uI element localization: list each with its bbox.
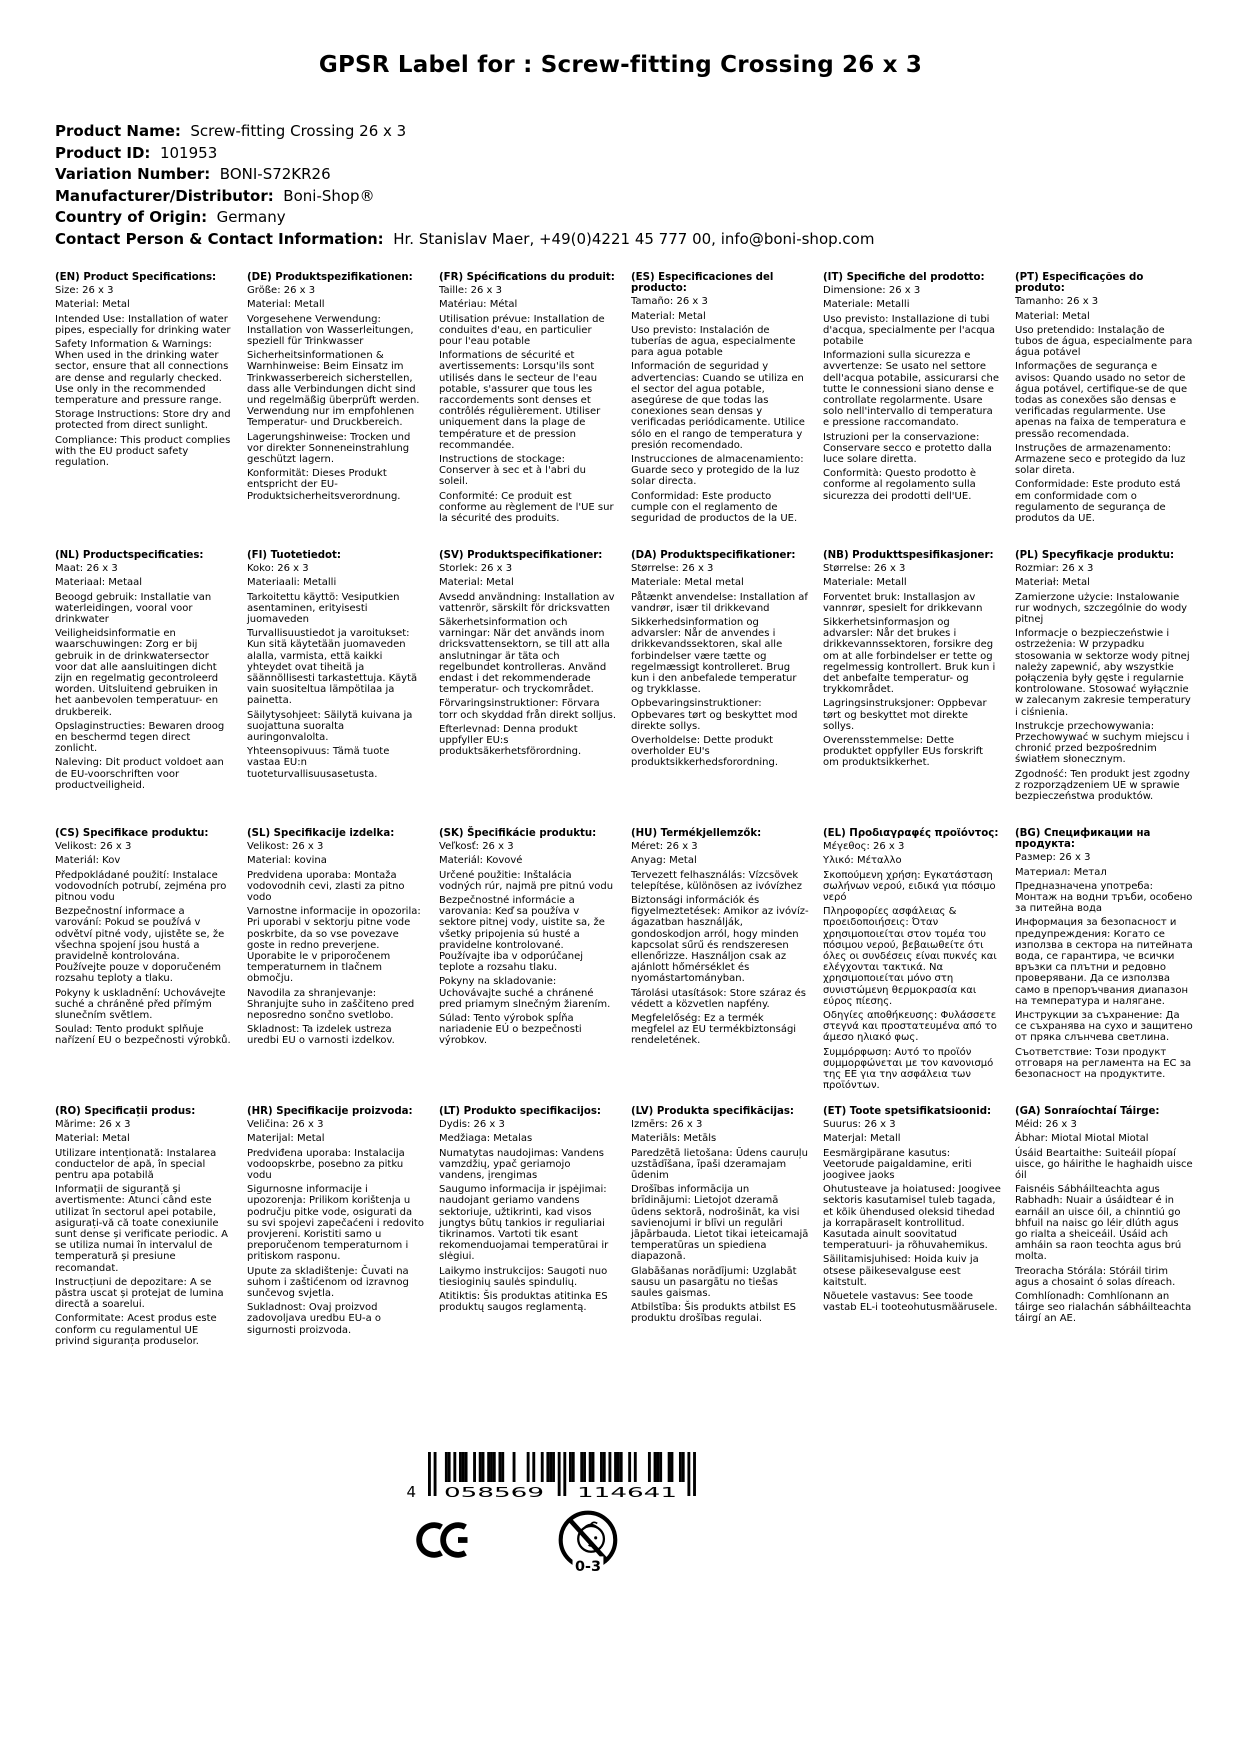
spec-block-title: (ET) Toote spetsifikatsioonid: xyxy=(823,1106,992,1117)
spec-paragraph: Material: Metal xyxy=(631,310,706,322)
spec-paragraph: Informazioni sulla sicurezza e avvertenze: Se usato nel settore dell'acqua potabile, assicurarsi che tutte le connessioni siano dense e controllate regolarmente. Usare solo nell'intervallo di temperatura e pressione raccomandato. xyxy=(823,350,1000,429)
spec-paragraph: Instrucciones de almacenamiento: Guarde seco y protegido de la luz solar directa. xyxy=(631,454,804,488)
barcode-bar xyxy=(558,1452,561,1496)
barcode-digits-right: 114641 xyxy=(577,1485,677,1501)
spec-block-title: (FR) Spécifications du produit: xyxy=(439,272,615,283)
spec-paragraph: Zgodność: Ten produkt jest zgodny z rozporządzeniem UE w sprawie bezpieczeństwa produktów. xyxy=(1015,768,1190,803)
spec-paragraph: Skladnost: Ta izdelek ustreza uredbi EU o varnosti izdelkov. xyxy=(247,1024,395,1047)
spec-paragraph: Sikkerhetsinformasjon og advarsler: Når det brukes i drikkevannssektoren, forsikre deg om at alle forbindelser er tette og regelmessig kontrollert. Bruk kun i det anbefalte temperatur- og trykkområdet. xyxy=(823,617,996,696)
spec-paragraph: Größe: 26 x 3 xyxy=(247,285,316,297)
barcode-bar xyxy=(668,1452,671,1482)
barcode-bar xyxy=(614,1452,617,1482)
spec-paragraph: Predviđena uporaba: Instalacija vodoopskrbe, posebno za pitku vodu xyxy=(247,1147,405,1182)
barcode-bar xyxy=(513,1452,516,1482)
barcode-bar xyxy=(592,1452,595,1482)
spec-paragraph: Soulad: Tento produkt splňuje nařízení EU o bezpečnosti výrobků. xyxy=(55,1024,231,1047)
spec-paragraph: Istruzioni per la conservazione: Conservare secco e protetto dalla luce solare diretta. xyxy=(823,431,992,466)
spec-block-title: (FI) Tuotetiedot: xyxy=(247,550,341,561)
spec-block-title: (IT) Specifiche del prodotto: xyxy=(823,272,985,283)
product-info-section xyxy=(55,121,874,250)
spec-paragraph: Forventet bruk: Installasjon av vannrør, spesielt for drikkevann xyxy=(823,591,983,614)
spec-paragraph: Paredzētā lietošana: Ūdens cauruļu uzstādīšana, īpaši dzeramajam ūdenim xyxy=(631,1147,808,1182)
spec-paragraph: Informations de sécurité et avertissements: Lorsqu'ils sont utilisés dans le secteur de l'eau potable, s'assurer que tous les raccordements sont denses et contrôlés régulièrement. Utiliser uniquement dans la plage de température et de pression recommandée. xyxy=(439,350,601,451)
barcode-bar xyxy=(603,1452,606,1482)
spec-paragraph: Pokyny k uskladnění: Uchovávejte suché a chráněné před přímým slunečním světlem. xyxy=(55,987,226,1022)
spec-block-title: (SV) Produktspecifikationer: xyxy=(439,550,603,561)
product-field xyxy=(55,186,874,208)
spec-paragraph: Saugumo informacija ir įspėjimai: naudojant geriamo vandens sektoriuje, užtikrinti, kad visos jungtys būtų tankios ir reguliariai tikrinamos. Vartoti tik esant rekomenduojamai temperatūrai ir slėgiui. xyxy=(439,1184,609,1263)
barcode-bar xyxy=(546,1452,549,1482)
spec-paragraph: Upute za skladištenje: Čuvati na suhom i zaštićenom od izravnog sunčevog svjetla. xyxy=(247,1265,409,1300)
age-warning-label: 0-3 xyxy=(574,1558,601,1575)
spec-paragraph: Instruções de armazenamento: Armazene seco e protegido da luz solar direta. xyxy=(1015,442,1186,477)
barcode-bar xyxy=(569,1452,572,1482)
spec-paragraph: Συμμόρφωση: Αυτό το προϊόν συμμορφώνεται με τον κανονισμό της ΕΕ για την ασφάλεια των προϊόντων. xyxy=(823,1046,994,1092)
spec-paragraph: Conformità: Questo prodotto è conforme al regolamento sulla sicurezza dei prodotti dell'UE. xyxy=(823,468,977,502)
spec-block-title: (LV) Produkta specifikācijas: xyxy=(631,1106,794,1117)
spec-paragraph: Vorgesehene Verwendung: Installation von Wasserleitungen, speziell für Trinkwasser xyxy=(247,313,414,348)
spec-paragraph: Numatytas naudojimas: Vandens vamzdžių, ypač geriamojo vandens, įrengimas xyxy=(439,1147,604,1182)
spec-block-sv xyxy=(439,550,619,828)
spec-block-ro xyxy=(55,1106,235,1384)
barcode-bar xyxy=(479,1452,482,1482)
spec-paragraph: Materjal: Metall xyxy=(823,1133,901,1145)
spec-paragraph: Faisnéis Sábháilteachta agus Rabhadh: Nuair a úsáidtear é in earnáil an uisce óil, a chinntiú go bhfuil na naisc go léir dlúth agus go rialta a sheiceáil. Úsáid ach amháin sa raon teochta agus brú molta. xyxy=(1015,1184,1182,1263)
spec-paragraph: Материал: Метал xyxy=(1015,866,1107,878)
spec-block-title: (PL) Specyfikacje produktu: xyxy=(1015,550,1175,561)
barcode-bar xyxy=(448,1452,451,1482)
spec-paragraph: Určené použitie: Inštalácia vodných rúr, najmä pre pitnú vodu xyxy=(439,869,614,892)
spec-paragraph: Compliance: This product complies with the EU product safety regulation. xyxy=(55,434,231,469)
product-field-label: Manufacturer/Distributor: xyxy=(55,186,274,205)
spec-paragraph: Dimensione: 26 x 3 xyxy=(823,285,921,297)
spec-paragraph: Utilisation prévue: Installation de conduites d'eau, en particulier pour l'eau potable xyxy=(439,313,605,348)
spec-block-title: (PT) Especificações do produto: xyxy=(1015,272,1144,295)
spec-paragraph: Informacje o bezpieczeństwie i ostrzeżenia: W przypadku stosowania w sektorze wody pitnej należy zapewnić, aby wszystkie połączenia były gęste i regularnie kontrolowane. Stosować wyłącznie w zalecanym zakresie temperatury i ciśnienia. xyxy=(1015,628,1191,718)
ean-13-barcode-icon xyxy=(388,1452,706,1502)
spec-block-title: (NL) Productspecificaties: xyxy=(55,550,204,561)
spec-paragraph: Uso previsto: Instalación de tuberías de agua, especialmente para agua potable xyxy=(631,324,796,359)
barcode-bar xyxy=(459,1452,462,1482)
spec-paragraph: Instrukcje przechowywania: Przechowywać w suchym miejscu i chronić przed bezpośrednim światłem słonecznym. xyxy=(1015,720,1190,766)
spec-paragraph: Koko: 26 x 3 xyxy=(247,563,309,575)
product-field-value: BONI-S72KR26 xyxy=(210,165,331,183)
spec-paragraph: Rozmiar: 26 x 3 xyxy=(1015,563,1094,575)
barcode-bar xyxy=(465,1452,468,1482)
spec-block-sl xyxy=(247,828,427,1106)
spec-block-pt xyxy=(1015,272,1195,550)
spec-paragraph: Ohutusteave ja hoiatused: Joogivee sektoris kasutamisel tuleb tagada, et kõik ühendused oleksid tihedad ja korrapäraselt kontrollitud. Kasutada ainult soovitatud temperatuuri- ja rõhuvahemikus. xyxy=(823,1184,1001,1252)
barcode-bar xyxy=(501,1452,504,1482)
spec-paragraph: Matériau: Métal xyxy=(439,299,518,311)
spec-block-es xyxy=(631,272,811,550)
product-field-label: Variation Number: xyxy=(55,165,211,183)
spec-block-cs xyxy=(55,828,235,1106)
barcode-bar xyxy=(679,1452,682,1482)
spec-paragraph: Πληροφορίες ασφάλειας & προειδοποιήσεις: Όταν χρησιμοποιείται στον τομέα του πόσιμου νερού, βεβαιωθείτε ότι όλες οι συνδέσεις είναι πυκνές και ελέγχονται τακτικά. Να χρησιμοποιείται μόνο στη συνιστώμενη θερμοκρασία και εύρος πίεσης. xyxy=(823,906,997,1007)
spec-paragraph: Предназначена употреба: Монтаж на водни тръби, особено за питейна вода xyxy=(1015,880,1193,915)
spec-paragraph: Maat: 26 x 3 xyxy=(55,563,118,575)
spec-block-da xyxy=(631,550,811,828)
spec-paragraph: Eesmärgipärane kasutus: Veetorude paigaldamine, eriti joogivee jaoks xyxy=(823,1147,972,1182)
barcode-bar xyxy=(572,1452,575,1482)
spec-paragraph: Megfelelőség: Ez a termék megfelel az EU termékbiztonsági rendeletének. xyxy=(631,1013,797,1047)
barcode-bar xyxy=(499,1452,502,1482)
barcode xyxy=(388,1452,706,1506)
barcode-bar xyxy=(532,1452,535,1482)
spec-paragraph: Informações de segurança e avisos: Quando usado no setor de água potável, certifique-se de que todas as conexões são densas e verificadas regularmente. Use apenas na faixa de temperatura e pressão recomendada. xyxy=(1015,361,1188,440)
spec-block-title: (EL) Προδιαγραφές προϊόντος: xyxy=(823,828,999,839)
spec-paragraph: Uso pretendido: Instalação de tubos de água, especialmente para água potável xyxy=(1015,324,1193,359)
barcode-bar xyxy=(434,1452,437,1496)
barcode-bar xyxy=(671,1452,674,1482)
spec-block-de xyxy=(247,272,427,550)
spec-paragraph: Material: Metal xyxy=(1015,310,1090,322)
spec-paragraph: Conformidad: Este producto cumple con el reglamento de seguridad de productos de la UE. xyxy=(631,490,798,525)
barcode-bar xyxy=(541,1452,544,1482)
product-field-value: Hr. Stanislav Maer, +49(0)4221 45 777 00, info@boni-shop.com xyxy=(383,229,875,248)
spec-paragraph: Säilitamisjuhised: Hoida kuiv ja otsese päikesevalguse eest kaitstult. xyxy=(823,1254,979,1288)
spec-paragraph: Veličina: 26 x 3 xyxy=(247,1119,324,1131)
spec-paragraph: Size: 26 x 3 xyxy=(55,285,114,297)
barcode-bar xyxy=(617,1452,620,1482)
spec-paragraph: Velikost: 26 x 3 xyxy=(55,841,132,853)
product-field-label: Product Name: xyxy=(55,122,181,140)
barcode-bar xyxy=(462,1452,465,1482)
spec-paragraph: Velikost: 26 x 3 xyxy=(247,841,324,853)
spec-paragraph: Sukladnost: Ovaj proizvod zadovoljava uredbu EU-a o sigurnosti proizvoda. xyxy=(247,1302,382,1336)
spec-paragraph: Bezpečnostné informácie a varovania: Keď sa používa v sektore pitnej vody, uistite sa, že všetky pripojenia sú husté a pravidelne kontrolované. Používajte iba v odporúčanej teplote a rozsahu tlaku. xyxy=(439,895,605,974)
spec-paragraph: Material: Metal xyxy=(55,1133,130,1145)
product-field-value: Screw-fitting Crossing 26 x 3 xyxy=(180,122,407,140)
spec-block-lt xyxy=(439,1106,619,1384)
spec-paragraph: Οδηγίες αποθήκευσης: Φυλάσσετε στεγνά και προστατευμένα από το άμεσο ηλιακό φως. xyxy=(823,1010,997,1044)
spec-paragraph: Storage Instructions: Store dry and protected from direct sunlight. xyxy=(55,409,231,432)
spec-block-el xyxy=(823,828,1003,1106)
spec-paragraph: Størrelse: 26 x 3 xyxy=(823,563,906,575)
spec-paragraph: Materiāls: Metāls xyxy=(631,1133,717,1145)
barcode-bar xyxy=(589,1452,592,1482)
spec-block-it xyxy=(823,272,1003,550)
barcode-bar xyxy=(600,1452,603,1482)
barcode-bar xyxy=(608,1452,611,1482)
barcode-bar xyxy=(428,1452,431,1496)
spec-paragraph: Izmērs: 26 x 3 xyxy=(631,1119,703,1131)
spec-block-bg xyxy=(1015,828,1195,1106)
spec-block-title: (HR) Specifikacije proizvoda: xyxy=(247,1106,413,1117)
spec-block-sk xyxy=(439,828,619,1106)
spec-paragraph: Sikkerhedsinformation og advarsler: Når de anvendes i drikkevandssektoren, skal alle forbindelser være tætte og regelmæssigt kontrolleret. Brug kun i den anbefalede temperatur og trykklasse. xyxy=(631,617,797,696)
spec-paragraph: Beoogd gebruik: Installatie van waterleidingen, vooral voor drinkwater xyxy=(55,591,212,626)
product-field xyxy=(55,229,874,251)
spec-paragraph: Treoracha Stórála: Stóráil tirim agus a chosaint ó solas díreach. xyxy=(1015,1265,1176,1288)
barcode-bar xyxy=(693,1452,696,1496)
spec-paragraph: Mărime: 26 x 3 xyxy=(55,1119,131,1131)
spec-paragraph: Säilytysohjeet: Säilytä kuivana ja suojattuna suoralta auringonvalolta. xyxy=(247,709,413,744)
spec-paragraph: Méid: 26 x 3 xyxy=(1015,1119,1077,1131)
spec-paragraph: Avsedd användning: Installation av vattenrör, särskilt för dricksvatten xyxy=(439,591,615,614)
spec-paragraph: Veľkosť: 26 x 3 xyxy=(439,841,514,853)
product-field-value: Boni-Shop® xyxy=(273,186,375,205)
spec-paragraph: Efterlevnad: Denna produkt uppfyller EU:s produktsäkerhetsförordning. xyxy=(439,723,582,758)
barcode-bar xyxy=(687,1452,690,1496)
spec-paragraph: Materiaali: Metalli xyxy=(247,577,337,589)
product-field-value: 101953 xyxy=(150,143,218,162)
barcode-bar xyxy=(654,1452,657,1482)
spec-paragraph: Yhteensopivuus: Tämä tuote vastaa EU:n tuoteturvallisuusasetusta. xyxy=(247,746,390,780)
spec-paragraph: Tárolási utasítások: Store száraz és védett a közvetlen napfény. xyxy=(631,987,806,1010)
spec-paragraph: Sicherheitsinformationen & Warnhinweise: Beim Einsatz im Trinkwasserbereich sicherstellen, dass alle Verbindungen dicht sind und regelmäßig überprüft werden. Verwendung nur im empfohlenen Temperatur- und Druckbereich. xyxy=(247,350,420,429)
spec-paragraph: Suurus: 26 x 3 xyxy=(823,1119,896,1131)
spec-paragraph: Sigurnosne informacije i upozorenja: Prilikom korištenja u području pitke vode, osigurati da su svi spojevi zapečaćeni i redovito provjereni. Koristiti samo u preporučenom temperaturnom i pritiskom rasponu. xyxy=(247,1184,424,1263)
spec-paragraph: Glabāšanas norādījumi: Uzglabāt sausu un pasargātu no tiešas saules gaismas. xyxy=(631,1265,797,1300)
spec-paragraph: Pokyny na skladovanie: Uchovávajte suché a chránené pred priamym slnečným žiarením. xyxy=(439,976,611,1010)
spec-block-title: (DA) Produktspecifikationer: xyxy=(631,550,796,561)
spec-paragraph: Conformidade: Este produto está em conformidade com o regulamento de segurança de produtos da UE. xyxy=(1015,479,1181,525)
spec-block-title: (GA) Sonraíochtaí Táirge: xyxy=(1015,1106,1160,1117)
barcode-bar xyxy=(583,1452,586,1482)
spec-block-title: (CS) Specifikace produktu: xyxy=(55,828,209,839)
product-field-label: Contact Person & Contact Information: xyxy=(55,229,384,248)
page-title: GPSR Label for : Screw-fitting Crossing 26 x 3 xyxy=(318,52,923,78)
spec-paragraph: Materiál: Kov xyxy=(55,855,121,867)
spec-paragraph: Instructions de stockage: Conserver à sec et à l'abri du soleil. xyxy=(439,454,586,488)
product-field xyxy=(55,143,874,165)
spec-block-fr xyxy=(439,272,619,550)
barcode-bar xyxy=(549,1452,552,1482)
barcode-digits-left: 058569 xyxy=(444,1485,544,1501)
spec-paragraph: Informații de siguranță și avertismente: Atunci când este utilizat în sectorul apei potabile, asigurați-vă că toate conexiunile sunt dense și verificate periodic. A se utiliza numai în intervalul de temperatură și presiune recomandat. xyxy=(55,1184,228,1274)
spec-paragraph: Comhlíonadh: Comhlíonann an táirge seo rialachán sábháilteachta táirgí an AE. xyxy=(1015,1291,1192,1325)
spec-paragraph: Overensstemmelse: Dette produktet oppfyller EUs forskrift om produktsikkerhet. xyxy=(823,735,984,769)
barcode-bar xyxy=(656,1452,659,1482)
barcode-bar xyxy=(620,1452,623,1482)
spec-paragraph: Tarkoitettu käyttö: Vesiputkien asentaminen, erityisesti juomaveden xyxy=(247,591,400,626)
spec-paragraph: Förvaringsinstruktioner: Förvara torr och skyddad från direkt solljus. xyxy=(439,698,617,721)
spec-paragraph: Opbevaringsinstruktioner: Opbevares tørt og beskyttet mod direkte sollys. xyxy=(631,698,798,732)
ce-mark-icon xyxy=(415,1520,477,1564)
spec-block-pl xyxy=(1015,550,1195,828)
spec-paragraph: Conformitate: Acest produs este conform cu regulamentul UE privind siguranța produselor. xyxy=(55,1313,217,1347)
spec-paragraph: Laikymo instrukcijos: Saugoti nuo tiesioginių saulės spindulių. xyxy=(439,1265,608,1288)
barcode-digit-prefix: 4 xyxy=(406,1483,416,1501)
spec-block-nl xyxy=(55,550,235,828)
spec-paragraph: Materiale: Metall xyxy=(823,577,907,589)
spec-paragraph: Material: kovina xyxy=(247,855,327,867)
barcode-bar xyxy=(482,1452,485,1482)
spec-paragraph: Naleving: Dit product voldoet aan de EU-voorschriften voor productveiligheid. xyxy=(55,757,224,791)
spec-block-title: (SK) Špecifikácie produktu: xyxy=(439,828,597,839)
spec-paragraph: Intended Use: Installation of water pipes, especially for drinking water xyxy=(55,313,231,336)
spec-paragraph: Storlek: 26 x 3 xyxy=(439,563,513,575)
barcode-bar xyxy=(648,1452,651,1482)
spec-paragraph: Zamierzone użycie: Instalowanie rur wodnych, szczególnie do wody pitnej xyxy=(1015,591,1188,626)
spec-paragraph: Tamaño: 26 x 3 xyxy=(631,296,708,308)
spec-paragraph: Taille: 26 x 3 xyxy=(439,285,502,297)
spec-block-hr xyxy=(247,1106,427,1384)
spec-block-en xyxy=(55,272,235,550)
spec-paragraph: Navodila za shranjevanje: Shranjujte suho in zaščiteno pred neposredno sončno svetlobo. xyxy=(247,987,415,1022)
barcode-bar xyxy=(659,1452,662,1482)
barcode-bar xyxy=(563,1452,566,1496)
product-field-label: Product ID: xyxy=(55,143,151,162)
spec-paragraph: Información de seguridad y advertencias: Cuando se utiliza en el sector del agua potable, asegúrese de que todas las conexiones sean densas y verificadas periódicamente. Utilice sólo en el rango de temperatura y presión recomendado. xyxy=(631,361,805,451)
barcode-bar xyxy=(453,1452,456,1482)
spec-paragraph: Súlad: Tento výrobok spĺňa nariadenie EÚ o bezpečnosti výrobkov. xyxy=(439,1013,582,1047)
barcode-bar xyxy=(527,1452,530,1482)
barcode-bar xyxy=(552,1452,555,1482)
spec-paragraph: Uso previsto: Installazione di tubi d'acqua, specialmente per l'acqua potabile xyxy=(823,313,996,348)
spec-paragraph: Material: Metall xyxy=(247,299,325,311)
spec-paragraph: Bezpečnostní informace a varování: Pokud se používá v odvětví pitné vody, ujistěte se, že všechna spojení jsou hustá a pravidelně kontrolována. Používejte pouze v doporučeném rozsahu teploty a tlaku. xyxy=(55,906,225,985)
spec-paragraph: Varnostne informacije in opozorila: Pri uporabi v sektorju pitne vode poskrbite, da so vse povezave goste in redno preverjene. Uporabite le v priporočenem temperaturnem in tlačnem območju. xyxy=(247,906,421,985)
spec-paragraph: Veiligheidsinformatie en waarschuwingen: Zorg er bij gebruik in de drinkwatersector voor dat alle aansluitingen dicht zijn en regelmatig gecontroleerd worden. Uitsluitend gebruiken in het aanbevolen temperatuur- en drukbereik. xyxy=(55,628,219,718)
barcode-bar xyxy=(487,1452,490,1482)
barcode-bar xyxy=(493,1452,496,1482)
spec-paragraph: Predvidena uporaba: Montaža vodovodnih cevi, zlasti za pitno vodo xyxy=(247,869,405,904)
spec-paragraph: Materiale: Metal metal xyxy=(631,577,744,589)
product-field-label: Country of Origin: xyxy=(55,208,208,226)
spec-paragraph: Méret: 26 x 3 xyxy=(631,841,698,853)
spec-block-ga xyxy=(1015,1106,1195,1384)
spec-paragraph: Размер: 26 x 3 xyxy=(1015,852,1091,864)
barcode-bar xyxy=(634,1452,637,1482)
spec-paragraph: Säkerhetsinformation och varningar: När det används inom dricksvattensektorn, se till att alla anslutningar är täta och regelbundet kontrolleras. Använd endast i det rekommenderade temperatur- och tryckområdet. xyxy=(439,617,610,696)
spec-paragraph: Materiale: Metalli xyxy=(823,299,910,311)
spec-paragraph: Material: Metal xyxy=(55,299,130,311)
spec-paragraph: Medžiaga: Metalas xyxy=(439,1133,533,1145)
spec-grid xyxy=(55,272,1195,1384)
barcode-bar xyxy=(445,1452,448,1482)
spec-paragraph: Opslaginstructies: Bewaren droog en beschermd tegen direct zonlicht. xyxy=(55,720,225,755)
spec-block-title: (SL) Specifikacije izdelka: xyxy=(247,828,395,839)
spec-paragraph: Υλικό: Μέταλλο xyxy=(823,855,902,867)
barcode-bar xyxy=(580,1452,583,1482)
spec-block-title: (NB) Produkttspesifikasjoner: xyxy=(823,550,994,561)
spec-paragraph: Conformité: Ce produit est conforme au règlement de l'UE sur la sécurité des produits. xyxy=(439,490,614,525)
spec-paragraph: Инструкции за съхранение: Да се съхранява на сухо и защитено от пряка слънчева светлина. xyxy=(1015,1010,1193,1044)
spec-block-title: (RO) Specificații produs: xyxy=(55,1106,196,1117)
spec-paragraph: Materijal: Metal xyxy=(247,1133,325,1145)
spec-paragraph: Lagerungshinweise: Trocken und vor direkter Sonneneinstrahlung geschützt lagern. xyxy=(247,431,411,466)
spec-paragraph: Materiaal: Metaal xyxy=(55,577,143,589)
spec-block-title: (BG) Спецификации на продукта: xyxy=(1015,828,1151,851)
spec-paragraph: Safety Information & Warnings: When used in the drinking water sector, ensure that all connections are dense and regularly checked. Use only in the recommended temperature and pressure range. xyxy=(55,339,229,407)
spec-paragraph: Ábhar: Miotal Miotal Miotal xyxy=(1015,1133,1149,1145)
product-field-value: Germany xyxy=(207,208,286,226)
spec-paragraph: Atbilstība: Šis produkts atbilst ES produktu drošības regulai. xyxy=(631,1302,797,1325)
barcode-bar xyxy=(490,1452,493,1482)
barcode-bar xyxy=(628,1452,631,1482)
spec-paragraph: Съответствие: Този продукт отговаря на регламента на ЕС за безопасност на продуктите. xyxy=(1015,1046,1192,1081)
spec-paragraph: Konformität: Dieses Produkt entspricht der EU-Produktsicherheitsverordnung. xyxy=(247,468,401,502)
spec-paragraph: Tamanho: 26 x 3 xyxy=(1015,296,1099,308)
spec-block-fi xyxy=(247,550,427,828)
spec-paragraph: Atitiktis: Šis produktas atitinka ES produktų saugos reglamentą. xyxy=(439,1291,608,1314)
spec-paragraph: Biztonsági információk és figyelmeztetések: Amikor az ivóvíz-ágazatban használják, gondoskodjon arról, hogy minden kapcsolat sűrű és rendszeresen ellenőrizze. Használjon csak az ajánlott hőmérséklet és nyomástartományban. xyxy=(631,895,809,985)
product-field xyxy=(55,164,874,186)
product-field xyxy=(55,121,874,143)
spec-paragraph: Materiál: Kovové xyxy=(439,855,523,867)
spec-paragraph: Instrucțiuni de depozitare: A se păstra uscat și protejat de lumina directă a soarelui. xyxy=(55,1276,224,1311)
spec-block-title: (LT) Produkto specifikacijos: xyxy=(439,1106,601,1117)
spec-block-title: (ES) Especificaciones del producto: xyxy=(631,272,774,295)
spec-block-nb xyxy=(823,550,1003,828)
spec-paragraph: Utilizare intenționată: Instalarea conductelor de apă, în special pentru apa potabilă xyxy=(55,1147,217,1182)
spec-block-hu xyxy=(631,828,811,1106)
spec-paragraph: Størrelse: 26 x 3 xyxy=(631,563,714,575)
spec-block-title: (DE) Produktspezifikationen: xyxy=(247,272,413,283)
barcode-bar xyxy=(473,1452,476,1482)
spec-paragraph: Drošības informācija un brīdinājumi: Lietojot dzeramā ūdens sektorā, nodrošināt, ka visi savienojumi ir blīvi un regulāri jāpārbauda. Lietot tikai ieteicamajā temperatūras un spiediena diapazonā. xyxy=(631,1184,809,1263)
spec-paragraph: Nõuetele vastavus: See toode vastab EL-i tooteohutusmäärusele. xyxy=(823,1291,998,1314)
spec-block-et xyxy=(823,1106,1003,1384)
spec-paragraph: Úsáid Beartaithe: Suiteáil píopaí uisce, go háirithe le haghaidh uisce óil xyxy=(1015,1147,1193,1182)
spec-paragraph: Materiał: Metal xyxy=(1015,577,1090,589)
spec-paragraph: Lagringsinstruksjoner: Oppbevar tørt og beskyttet mot direkte sollys. xyxy=(823,698,987,732)
product-field xyxy=(55,207,874,229)
spec-paragraph: Μέγεθος: 26 x 3 xyxy=(823,841,905,853)
spec-paragraph: Påtænkt anvendelse: Installation af vandrør, især til drikkevand xyxy=(631,591,808,614)
spec-paragraph: Overholdelse: Dette produkt overholder EU's produktsikkerhedsforordning. xyxy=(631,735,779,769)
spec-block-title: (EN) Product Specifications: xyxy=(55,272,217,283)
spec-paragraph: Tervezett felhasználás: Vízcsövek telepítése, különösen az ivóvízhez xyxy=(631,869,803,892)
spec-paragraph: Информация за безопасност и предупреждения: Когато се използва в сектора на питейната вода, се гарантира, че всички връзки са плътни и редовно проверявани. Да се използва само в препоръчвания диапазон на температура и налягане. xyxy=(1015,917,1193,1007)
age-warning-icon xyxy=(556,1508,622,1582)
spec-paragraph: Turvallisuustiedot ja varoitukset: Kun sitä käytetään juomaveden alalla, varmista, että kaikki yhteydet ovat tiheitä ja säännöllisesti tarkastettuja. Käytä vain suositeltua lämpötilaa ja painetta. xyxy=(247,628,418,707)
spec-paragraph: Dydis: 26 x 3 xyxy=(439,1119,505,1131)
spec-paragraph: Anyag: Metal xyxy=(631,855,697,867)
spec-paragraph: Σκοπούμενη χρήση: Εγκατάσταση σωλήνων νερού, ειδικά για πόσιμο νερό xyxy=(823,869,996,904)
spec-block-title: (HU) Termékjellemzők: xyxy=(631,828,762,839)
barcode-bar xyxy=(682,1452,685,1482)
spec-paragraph: Material: Metal xyxy=(439,577,514,589)
spec-paragraph: Předpokládané použití: Instalace vodovodních potrubí, zejména pro pitnou vodu xyxy=(55,869,227,904)
spec-block-lv xyxy=(631,1106,811,1384)
